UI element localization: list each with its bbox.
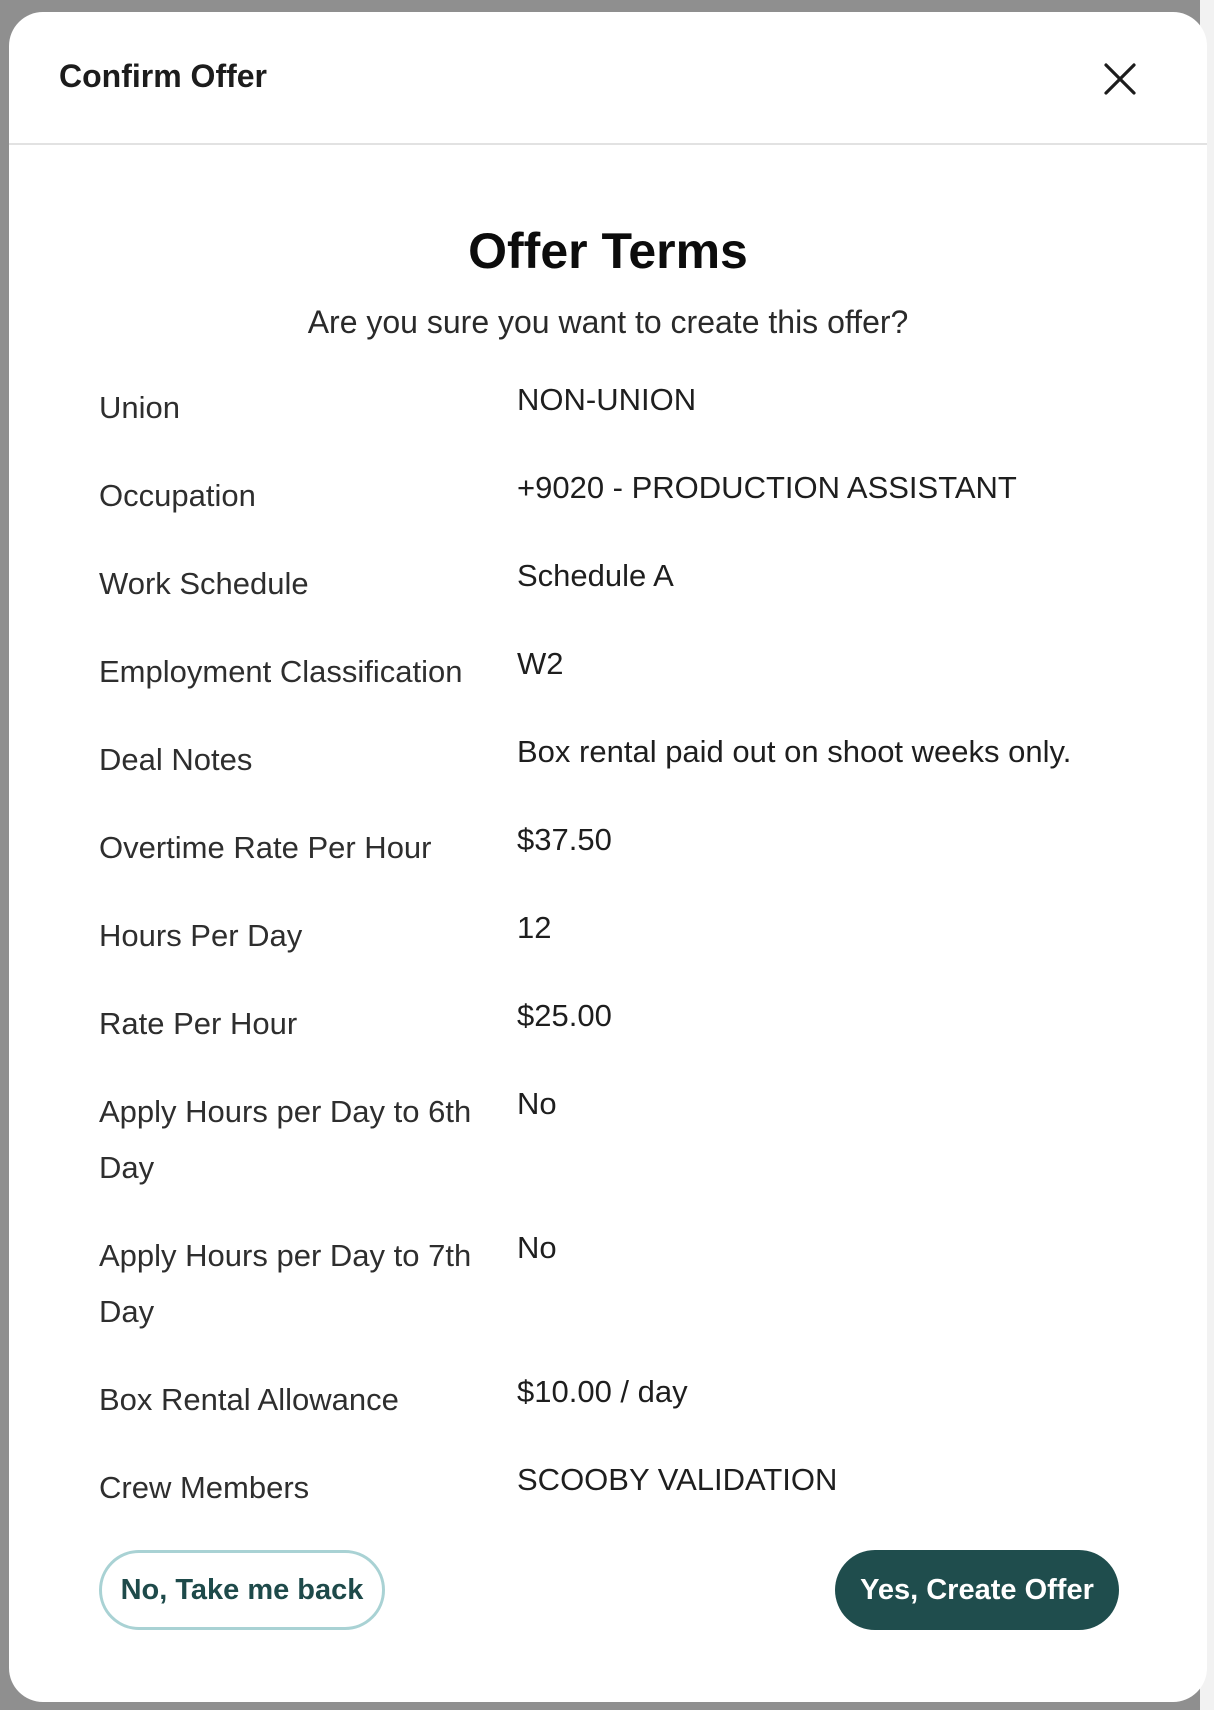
term-label: Apply Hours per Day to 7th Day [99,1238,472,1329]
term-row-7th-day [99,1228,1149,1340]
term-value: No [517,1230,557,1265]
term-row-6th-day [99,1084,1149,1196]
close-icon [1103,62,1137,96]
term-value: SCOOBY VALIDATION [517,1462,838,1497]
term-value: +9020 - PRODUCTION ASSISTANT [517,470,1017,505]
term-label: Hours Per Day [99,918,303,953]
term-row-overtime-rate [99,820,1149,876]
term-label: Employment Classification [99,654,463,689]
term-label: Deal Notes [99,742,253,777]
term-row-deal-notes [99,732,1149,788]
term-row-rate-per-hour [99,996,1149,1052]
term-value: Box rental paid out on shoot weeks only. [517,734,1072,769]
create-offer-button[interactable]: Yes, Create Offer [835,1550,1119,1630]
term-label: Occupation [99,478,256,513]
term-label: Rate Per Hour [99,1006,298,1041]
offer-terms-list [99,380,1149,1548]
term-value: No [517,1086,557,1121]
section-title: Offer Terms [468,223,748,279]
take-me-back-button[interactable]: No, Take me back [99,1550,385,1630]
confirm-offer-modal [9,12,1207,1702]
term-label: Crew Members [99,1470,310,1505]
term-label: Overtime Rate Per Hour [99,830,432,865]
close-button[interactable] [1099,58,1141,100]
term-value: $25.00 [517,998,612,1033]
section-subtitle: Are you sure you want to create this offer? [307,304,909,340]
term-label: Apply Hours per Day to 6th Day [99,1094,472,1185]
term-label: Union [99,390,180,425]
term-value: NON-UNION [517,382,697,417]
term-value: $37.50 [517,822,612,857]
term-row-employment-classification [99,644,1149,700]
term-value: 12 [517,910,552,945]
term-label: Box Rental Allowance [99,1382,399,1417]
term-row-occupation [99,468,1149,524]
term-row-crew-members [99,1460,1149,1516]
term-row-work-schedule [99,556,1149,612]
modal-header [9,12,1207,145]
term-row-box-rental [99,1372,1149,1428]
term-label: Work Schedule [99,566,309,601]
term-value: Schedule A [517,558,674,593]
term-row-union [99,380,1149,436]
term-row-hours-per-day [99,908,1149,964]
term-value: W2 [517,646,564,681]
term-value: $10.00 / day [517,1374,688,1409]
modal-title: Confirm Offer [59,58,267,94]
